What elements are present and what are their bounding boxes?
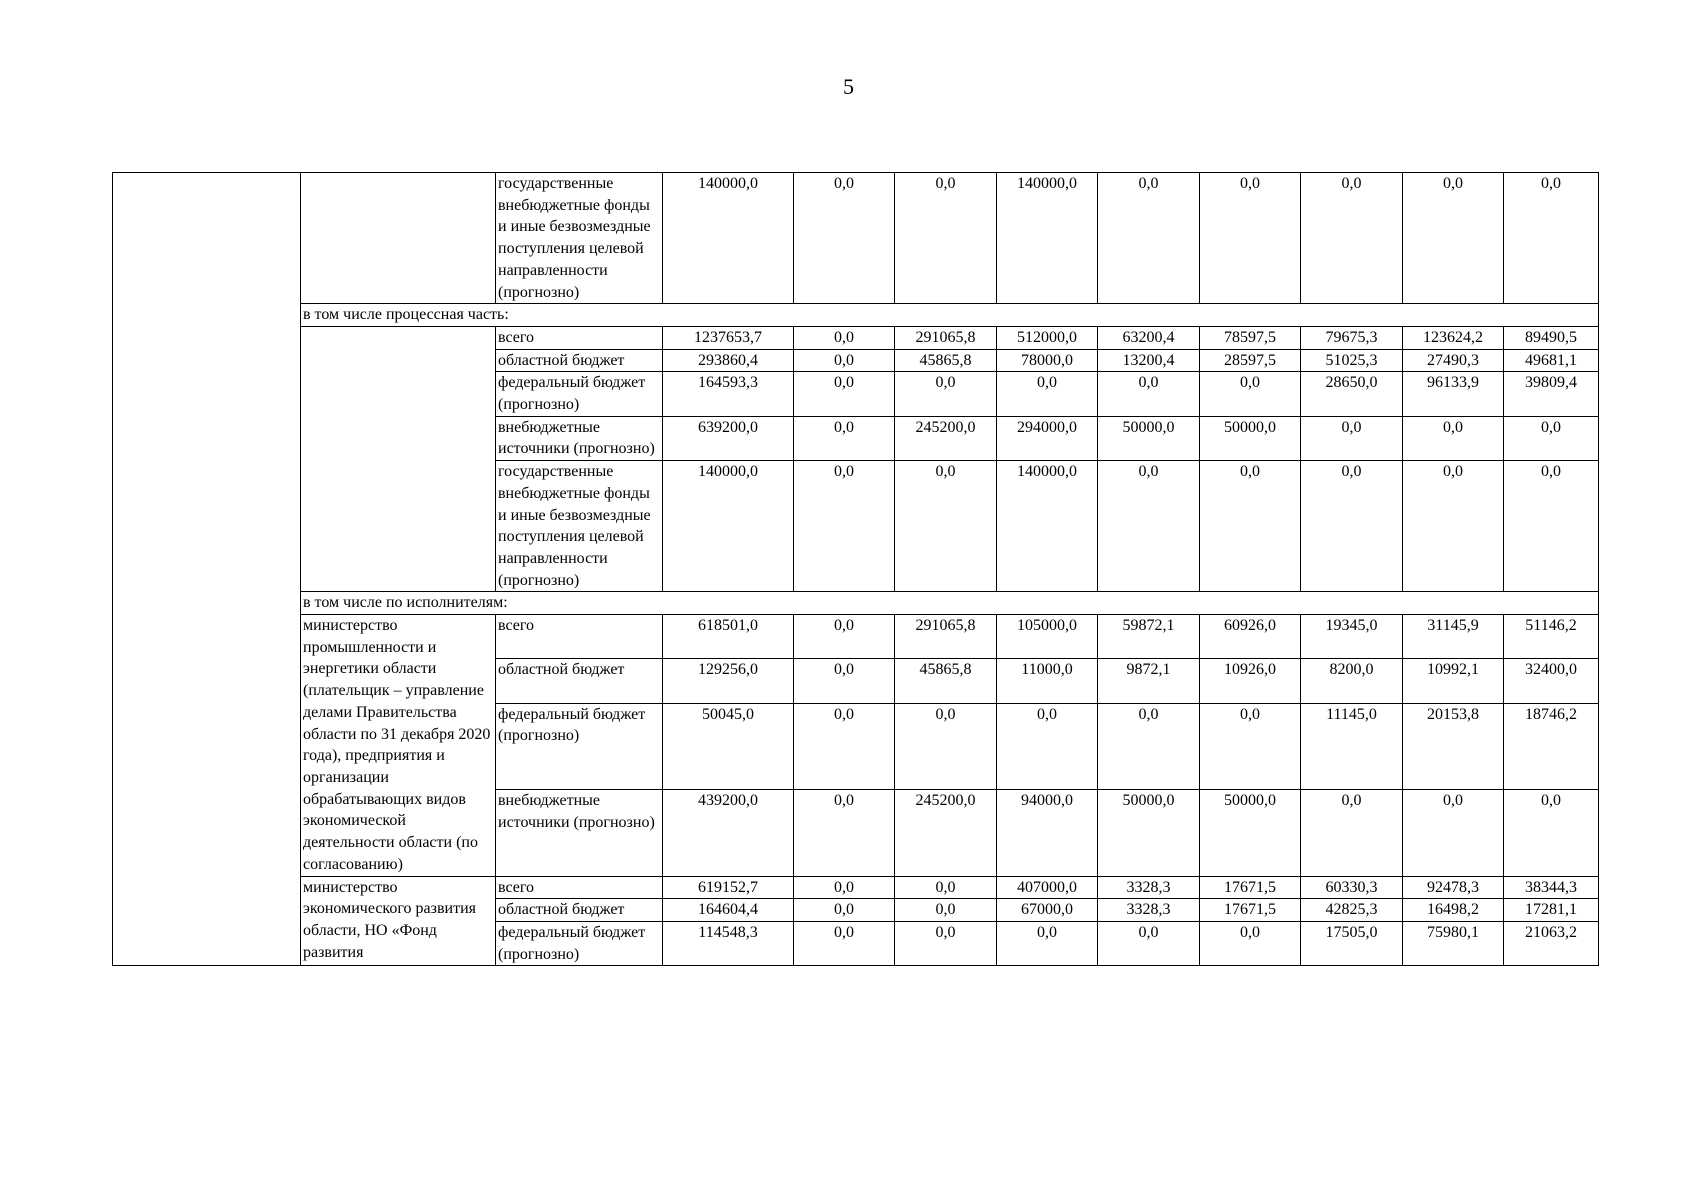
- value-cell: 10926,0: [1200, 659, 1301, 703]
- value-cell: 0,0: [794, 659, 895, 703]
- value-cell: 17671,5: [1200, 876, 1301, 899]
- value-cell: 0,0: [1200, 921, 1301, 965]
- value-cell: 618501,0: [663, 615, 794, 659]
- table-row: [113, 326, 1599, 349]
- value-cell: 42825,3: [1301, 899, 1403, 922]
- value-cell: 245200,0: [895, 789, 997, 876]
- value-cell: 123624,2: [1403, 326, 1504, 349]
- value-cell: 20153,8: [1403, 703, 1504, 789]
- process-part-heading: в том числе процессная часть:: [301, 304, 1504, 327]
- column-1-cell: [113, 173, 301, 966]
- value-cell: 0,0: [895, 876, 997, 899]
- value-cell: 0,0: [794, 349, 895, 372]
- value-cell: 0,0: [794, 703, 895, 789]
- value-cell: 0,0: [1200, 372, 1301, 416]
- value-cell: 0,0: [794, 372, 895, 416]
- value-cell: 60926,0: [1200, 615, 1301, 659]
- value-cell: 140000,0: [997, 461, 1098, 592]
- value-cell: 0,0: [997, 372, 1098, 416]
- budget-table: [112, 172, 1599, 966]
- value-cell: 18746,2: [1504, 703, 1599, 789]
- value-cell: 164593,3: [663, 372, 794, 416]
- value-cell: 94000,0: [997, 789, 1098, 876]
- table-row: [113, 173, 1599, 304]
- executor-ministry-industry: министерство промышленности и энергетики области (плательщик – управление делами Правительства области по 31 декабря 2020 года), предприятия и организации обрабатывающих видов экономической деятельности области (по согласованию): [301, 615, 496, 876]
- value-cell: 0,0: [895, 372, 997, 416]
- value-cell: 0,0: [895, 703, 997, 789]
- value-cell: 293860,4: [663, 349, 794, 372]
- value-cell: 0,0: [1098, 461, 1200, 592]
- source-label: областной бюджет: [496, 349, 663, 372]
- value-cell: 31145,9: [1403, 615, 1504, 659]
- value-cell: 140000,0: [663, 461, 794, 592]
- value-cell: 0,0: [1301, 173, 1403, 304]
- value-cell: 0,0: [1200, 703, 1301, 789]
- value-cell: 0,0: [895, 921, 997, 965]
- value-cell: 0,0: [1301, 461, 1403, 592]
- section-row: [113, 592, 1599, 615]
- value-cell: 0,0: [794, 326, 895, 349]
- value-cell: 0,0: [997, 703, 1098, 789]
- value-cell: 164604,4: [663, 899, 794, 922]
- executor-cell: [301, 173, 496, 304]
- value-cell: 0,0: [1403, 416, 1504, 460]
- value-cell: 0,0: [1098, 173, 1200, 304]
- value-cell: 51025,3: [1301, 349, 1403, 372]
- executor-ministry-economy: министерство экономического развития области, НО «Фонд развития: [301, 876, 496, 966]
- value-cell: 11145,0: [1301, 703, 1403, 789]
- source-label: государственные внебюджетные фонды и иные безвозмездные поступления целевой направленности (прогнозно): [496, 173, 663, 304]
- value-cell: 0,0: [1098, 921, 1200, 965]
- value-cell: 0,0: [1200, 173, 1301, 304]
- value-cell: 0,0: [794, 921, 895, 965]
- value-cell: 50000,0: [1200, 789, 1301, 876]
- value-cell: 92478,3: [1403, 876, 1504, 899]
- value-cell: 13200,4: [1098, 349, 1200, 372]
- value-cell: 50000,0: [1200, 416, 1301, 460]
- value-cell: 0,0: [1504, 789, 1599, 876]
- table-row: [113, 615, 1599, 659]
- value-cell: 439200,0: [663, 789, 794, 876]
- value-cell: 639200,0: [663, 416, 794, 460]
- value-cell: 105000,0: [997, 615, 1098, 659]
- value-cell: 245200,0: [895, 416, 997, 460]
- value-cell: 21063,2: [1504, 921, 1599, 965]
- value-cell: 16498,2: [1403, 899, 1504, 922]
- table-row: [113, 876, 1599, 899]
- source-label: государственные внебюджетные фонды и иные безвозмездные поступления целевой направленности (прогнозно): [496, 461, 663, 592]
- value-cell: 0,0: [794, 461, 895, 592]
- value-cell: 0,0: [1301, 416, 1403, 460]
- value-cell: 0,0: [1504, 461, 1599, 592]
- value-cell: 0,0: [1504, 173, 1599, 304]
- value-cell: 0,0: [794, 416, 895, 460]
- value-cell: 59872,1: [1098, 615, 1200, 659]
- section-row: [113, 304, 1599, 327]
- value-cell: 96133,9: [1403, 372, 1504, 416]
- value-cell: 28650,0: [1301, 372, 1403, 416]
- empty-cell: [1504, 304, 1599, 327]
- value-cell: 140000,0: [663, 173, 794, 304]
- source-label: федеральный бюджет (прогнозно): [496, 703, 663, 789]
- value-cell: 51146,2: [1504, 615, 1599, 659]
- value-cell: 0,0: [1403, 789, 1504, 876]
- value-cell: 0,0: [794, 173, 895, 304]
- value-cell: 294000,0: [997, 416, 1098, 460]
- by-executors-heading: в том числе по исполнителям:: [301, 592, 1504, 615]
- source-label: всего: [496, 615, 663, 659]
- value-cell: 78597,5: [1200, 326, 1301, 349]
- value-cell: 407000,0: [997, 876, 1098, 899]
- source-label: всего: [496, 876, 663, 899]
- source-label: внебюджетные источники (прогнозно): [496, 416, 663, 460]
- value-cell: 32400,0: [1504, 659, 1599, 703]
- value-cell: 3328,3: [1098, 876, 1200, 899]
- value-cell: 17505,0: [1301, 921, 1403, 965]
- value-cell: 0,0: [895, 173, 997, 304]
- value-cell: 10992,1: [1403, 659, 1504, 703]
- page-number: 5: [843, 74, 854, 99]
- value-cell: 0,0: [1403, 461, 1504, 592]
- empty-cell: [1504, 592, 1599, 615]
- value-cell: 89490,5: [1504, 326, 1599, 349]
- value-cell: 512000,0: [997, 326, 1098, 349]
- value-cell: 0,0: [794, 876, 895, 899]
- value-cell: 38344,3: [1504, 876, 1599, 899]
- value-cell: 291065,8: [895, 615, 997, 659]
- value-cell: 49681,1: [1504, 349, 1599, 372]
- value-cell: 45865,8: [895, 659, 997, 703]
- value-cell: 50045,0: [663, 703, 794, 789]
- value-cell: 17281,1: [1504, 899, 1599, 922]
- value-cell: 50000,0: [1098, 416, 1200, 460]
- value-cell: 67000,0: [997, 899, 1098, 922]
- value-cell: 0,0: [895, 461, 997, 592]
- value-cell: 17671,5: [1200, 899, 1301, 922]
- value-cell: 75980,1: [1403, 921, 1504, 965]
- source-label: внебюджетные источники (прогнозно): [496, 789, 663, 876]
- source-label: всего: [496, 326, 663, 349]
- value-cell: 0,0: [1504, 416, 1599, 460]
- value-cell: 619152,7: [663, 876, 794, 899]
- value-cell: 0,0: [895, 899, 997, 922]
- value-cell: 0,0: [1098, 372, 1200, 416]
- value-cell: 114548,3: [663, 921, 794, 965]
- value-cell: 3328,3: [1098, 899, 1200, 922]
- value-cell: 291065,8: [895, 326, 997, 349]
- value-cell: 0,0: [1098, 703, 1200, 789]
- value-cell: 1237653,7: [663, 326, 794, 349]
- value-cell: 0,0: [1403, 173, 1504, 304]
- value-cell: 78000,0: [997, 349, 1098, 372]
- value-cell: 0,0: [1301, 789, 1403, 876]
- value-cell: 60330,3: [1301, 876, 1403, 899]
- source-label: федеральный бюджет (прогнозно): [496, 372, 663, 416]
- value-cell: 28597,5: [1200, 349, 1301, 372]
- value-cell: 11000,0: [997, 659, 1098, 703]
- value-cell: 45865,8: [895, 349, 997, 372]
- value-cell: 129256,0: [663, 659, 794, 703]
- source-label: областной бюджет: [496, 659, 663, 703]
- value-cell: 79675,3: [1301, 326, 1403, 349]
- executor-cell: [301, 326, 496, 591]
- value-cell: 63200,4: [1098, 326, 1200, 349]
- value-cell: 50000,0: [1098, 789, 1200, 876]
- value-cell: 0,0: [794, 789, 895, 876]
- source-label: областной бюджет: [496, 899, 663, 922]
- value-cell: 0,0: [794, 899, 895, 922]
- value-cell: 0,0: [794, 615, 895, 659]
- value-cell: 0,0: [1200, 461, 1301, 592]
- value-cell: 19345,0: [1301, 615, 1403, 659]
- value-cell: 140000,0: [997, 173, 1098, 304]
- value-cell: 27490,3: [1403, 349, 1504, 372]
- value-cell: 39809,4: [1504, 372, 1599, 416]
- source-label: федеральный бюджет (прогнозно): [496, 921, 663, 965]
- value-cell: 0,0: [997, 921, 1098, 965]
- value-cell: 8200,0: [1301, 659, 1403, 703]
- value-cell: 9872,1: [1098, 659, 1200, 703]
